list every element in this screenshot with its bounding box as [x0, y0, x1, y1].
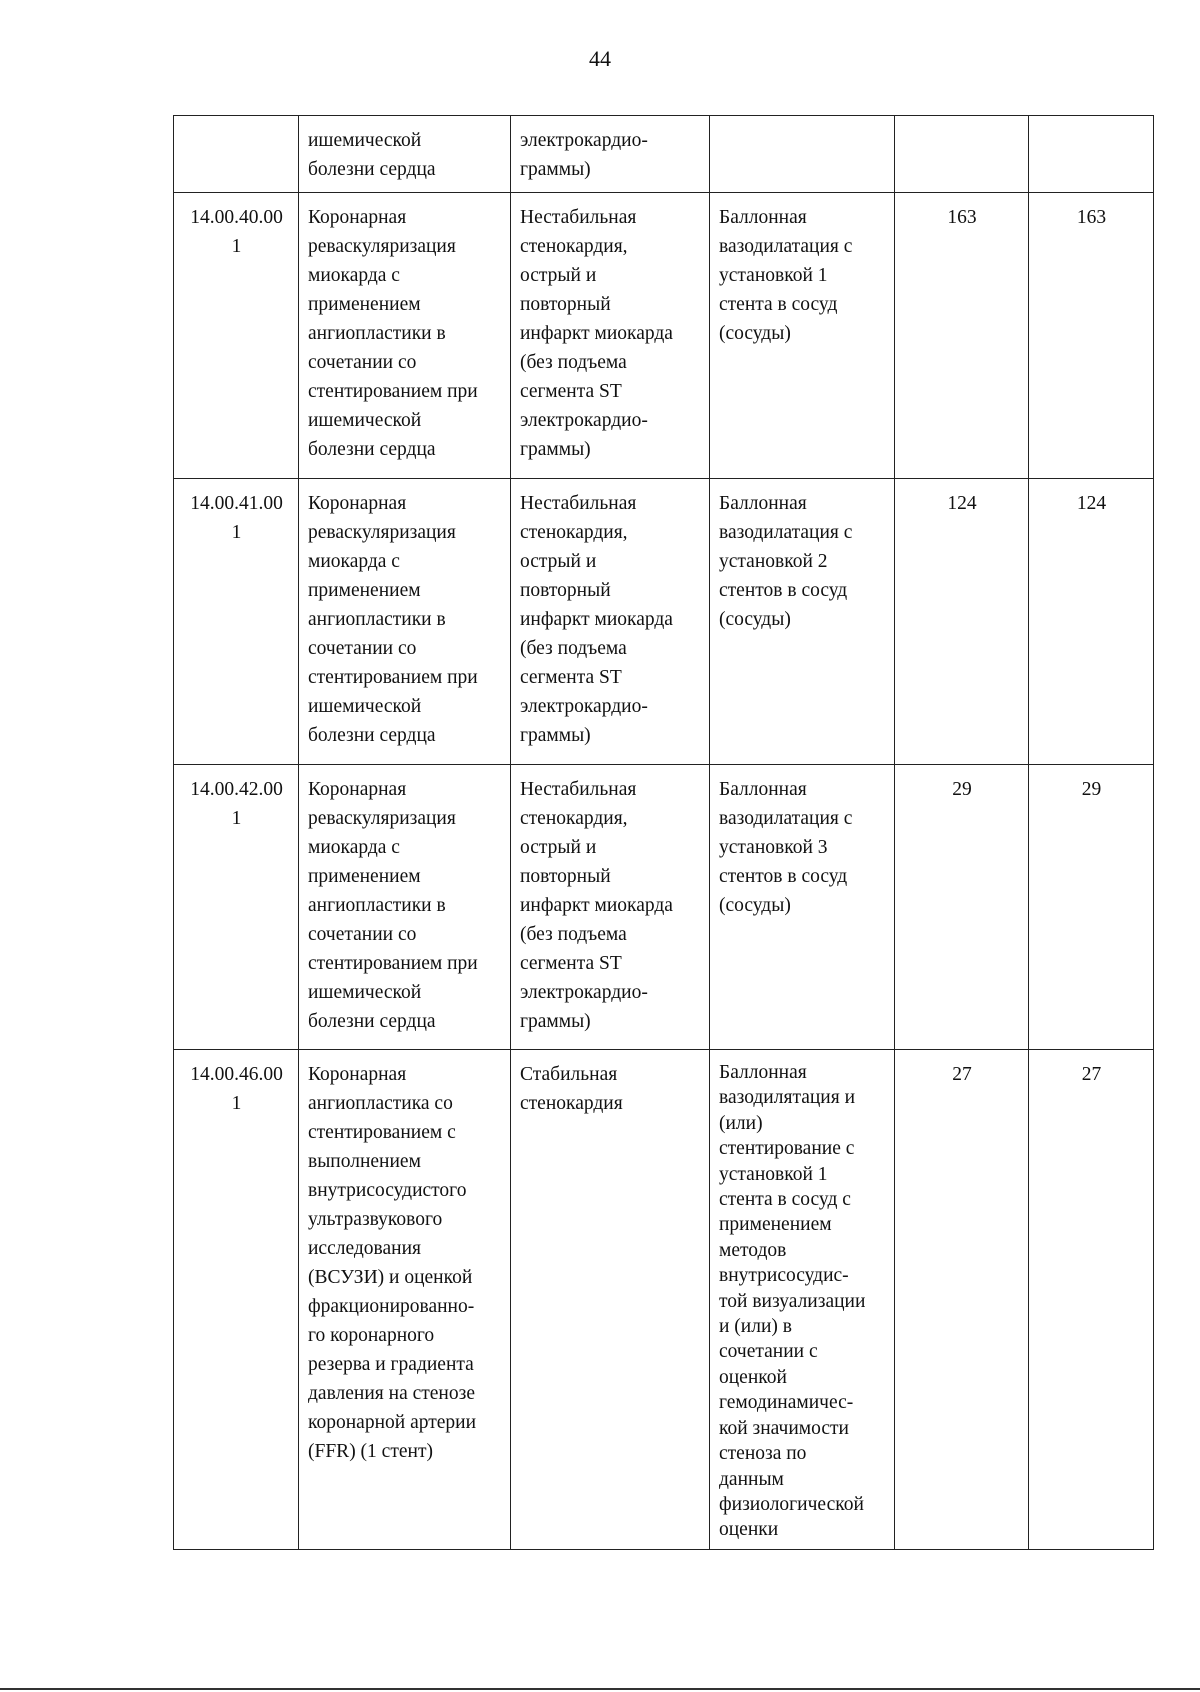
row-value1: 163: [947, 207, 977, 228]
row-diagnosis: Стабильная стенокардия: [520, 1064, 623, 1114]
row-code-cell: [174, 1050, 299, 1550]
row-method-cell: [710, 479, 895, 765]
row-name: Коронарная ангиопластика со стентированием с выполнением внутрисосудистого ультразвукового исследования (ВСУЗИ) и оценкой фракционированно- го коронарного резерва и градиента давления на стенозе коронарной артерии (FFR) (1 стент): [308, 1064, 477, 1462]
row-value2: 29: [1081, 779, 1102, 800]
row-value2: 124: [1076, 493, 1107, 514]
row-code: 14.00.46.00 1: [190, 1064, 283, 1114]
table-row: [174, 765, 1154, 1050]
row-name: ишемической болезни сердца: [308, 130, 436, 180]
row-method-cell: [710, 1050, 895, 1550]
procedures-table: [173, 115, 1154, 1550]
row-value1-cell: [895, 1050, 1029, 1550]
page-number: 44: [589, 46, 611, 71]
row-method: Баллонная вазодилатация с установкой 1 стента в сосуд (сосуды): [719, 207, 853, 344]
row-method-cell: [710, 116, 895, 193]
row-value1-cell: [895, 116, 1029, 193]
row-diagnosis: Нестабильная стенокардия, острый и повторный инфаркт миокарда (без подъема сегмента ST электрокардио- граммы): [520, 207, 673, 460]
row-value1: 27: [952, 1064, 972, 1085]
row-value2: 163: [1076, 207, 1107, 228]
row-name-cell: [299, 116, 511, 193]
row-name: Коронарная реваскуляризация миокарда с применением ангиопластики в сочетании со стентированием при ишемической болезни сердца: [308, 493, 478, 746]
row-value1: 29: [952, 779, 972, 800]
table-row: [174, 1050, 1154, 1550]
row-value1-cell: [895, 479, 1029, 765]
row-value1-cell: [895, 193, 1029, 479]
table-row: [174, 479, 1154, 765]
row-name-cell: [299, 765, 511, 1050]
row-value2-cell: [1029, 193, 1154, 479]
table-row: [174, 193, 1154, 479]
row-code-cell: [174, 765, 299, 1050]
row-method: Баллонная вазодилятация и (или) стентирование с установкой 1 стента в сосуд с применением методов внутрисосудис- той визуализации и (или) в сочетании с оценкой гемодинамичес- кой значимости стеноза по данным физиологической оценки: [719, 1062, 866, 1541]
row-diagnosis-cell: [511, 765, 710, 1050]
row-value2-cell: [1029, 765, 1154, 1050]
row-name-cell: [299, 1050, 511, 1550]
table-row: [174, 116, 1154, 193]
row-diagnosis-cell: [511, 116, 710, 193]
row-method-cell: [710, 765, 895, 1050]
row-method-cell: [710, 193, 895, 479]
row-code: 14.00.42.00 1: [190, 779, 283, 829]
row-name: Коронарная реваскуляризация миокарда с применением ангиопластики в сочетании со стентированием при ишемической болезни сердца: [308, 779, 478, 1032]
row-diagnosis-cell: [511, 193, 710, 479]
row-diagnosis: Нестабильная стенокардия, острый и повторный инфаркт миокарда (без подъема сегмента ST электрокардио- граммы): [520, 493, 673, 746]
row-diagnosis: электрокардио- граммы): [520, 130, 648, 180]
row-code-cell: [174, 479, 299, 765]
row-value1-cell: [895, 765, 1029, 1050]
row-code-cell: [174, 193, 299, 479]
row-value1: 124: [947, 493, 977, 514]
row-value2-cell: [1029, 1050, 1154, 1550]
row-diagnosis: Нестабильная стенокардия, острый и повторный инфаркт миокарда (без подъема сегмента ST электрокардио- граммы): [520, 779, 673, 1032]
row-code: 14.00.40.00 1: [190, 207, 283, 257]
row-value2: 27: [1081, 1064, 1102, 1085]
row-method: Баллонная вазодилатация с установкой 2 стентов в сосуд (сосуды): [719, 493, 853, 630]
row-value2-cell: [1029, 479, 1154, 765]
row-diagnosis-cell: [511, 479, 710, 765]
bottom-divider: [0, 1688, 1200, 1690]
row-value2-cell: [1029, 116, 1154, 193]
row-diagnosis-cell: [511, 1050, 710, 1550]
row-code-cell: [174, 116, 299, 193]
row-code: 14.00.41.00 1: [190, 493, 283, 543]
row-name-cell: [299, 479, 511, 765]
row-name-cell: [299, 193, 511, 479]
row-name: Коронарная реваскуляризация миокарда с применением ангиопластики в сочетании со стентированием при ишемической болезни сердца: [308, 207, 478, 460]
row-method: Баллонная вазодилатация с установкой 3 стентов в сосуд (сосуды): [719, 779, 853, 916]
